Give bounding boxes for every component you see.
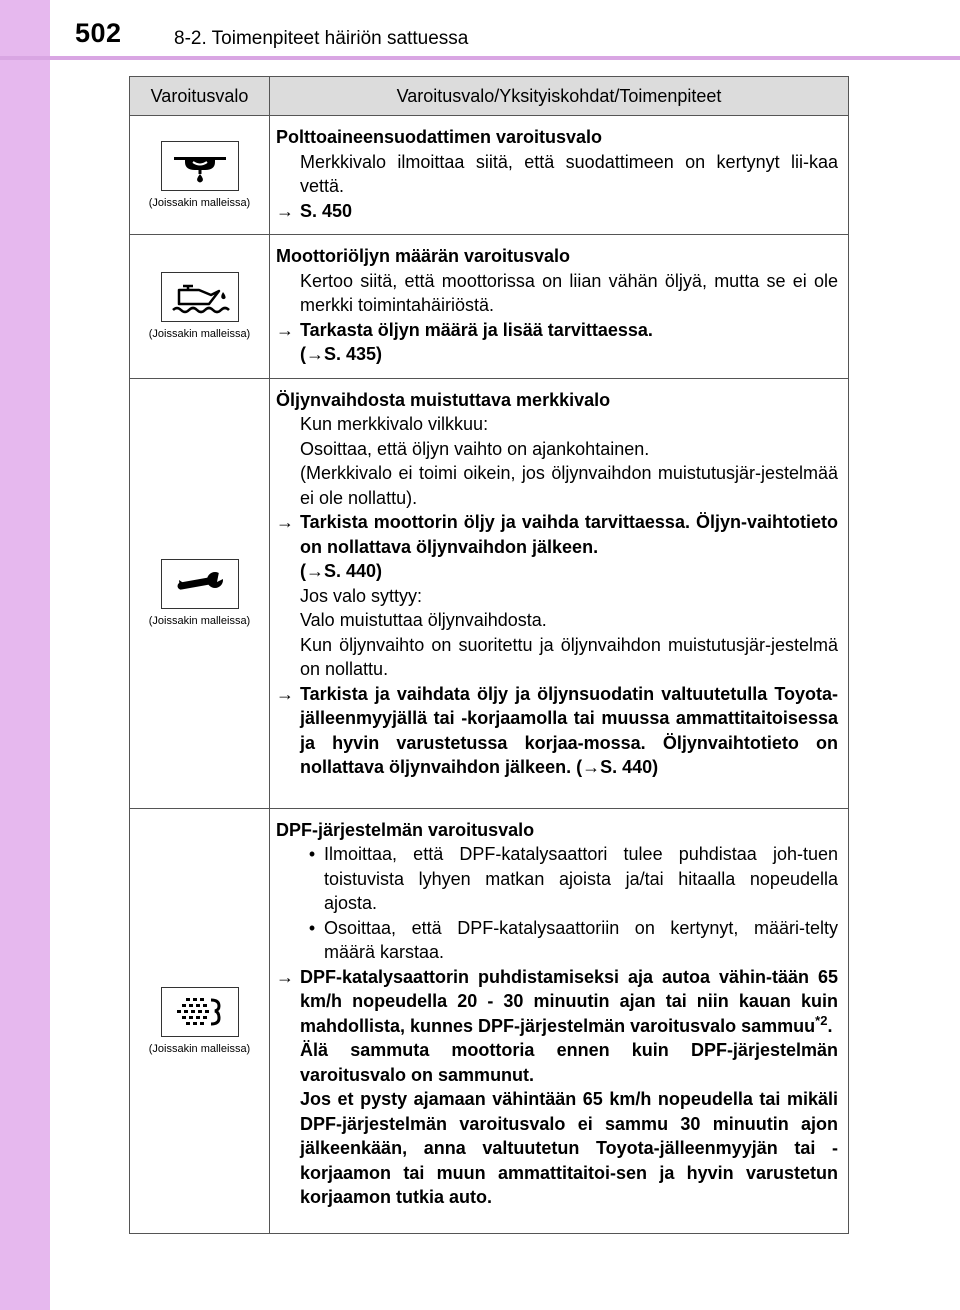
action-line xyxy=(276,199,838,224)
light-title: Moottoriöljyn määrän varoitusvalo xyxy=(276,246,571,266)
warning-paragraph: Jos et pysty ajamaan vähintään 65 km/h nopeudella tai mikäli DPF-järjestelmän varoitusvalo ei sammu 30 minuutin ajon jälkeenkään, anna valtuutetun Toyota-jälleenmyyjän tai -korjaamon tai muun ammattitaitoi-sen ja hyvin varustetun korjaamon tutkia auto. xyxy=(300,1089,838,1207)
icon-cell xyxy=(130,116,270,235)
column-header-warning-light: Varoitusvalo xyxy=(130,77,270,116)
bullet-item xyxy=(276,916,838,965)
bullet-item xyxy=(276,842,838,916)
bullet-text: Osoittaa, että DPF-katalysaattoriin on kertynyt, määri-telty määrä karstaa. xyxy=(324,917,838,962)
bullet-icon: • xyxy=(308,917,316,938)
body-text: Kun merkkivalo vilkkuu: xyxy=(300,414,489,434)
table-header-row xyxy=(130,77,849,116)
arrow-icon: → xyxy=(276,319,294,340)
action-text: S. 450 xyxy=(300,200,353,221)
table-row xyxy=(130,235,849,379)
oil-level-warning-icon xyxy=(161,272,239,322)
details-cell xyxy=(270,808,849,1233)
action-reference: (→S. 435) xyxy=(300,344,383,364)
light-description: Merkkivalo ilmoittaa siitä, että suodattimeen on kertynyt lii-kaa vettä. xyxy=(300,151,838,196)
action-main-text: DPF-katalysaattorin puhdistamiseksi aja autoa vähin-tään 65 km/h nopeudella 20 - 30 minuutin ajan tai niin kauan kuin mahdollista, kunnes DPF-järjestelmän varoitusvalo sammuu xyxy=(300,966,838,1036)
light-title: Öljynvaihdosta muistuttava merkkivalo xyxy=(276,389,611,410)
table-row xyxy=(130,116,849,235)
details-cell xyxy=(270,378,849,808)
action-period: . xyxy=(827,1015,833,1036)
body-text: Osoittaa, että öljyn vaihto on ajankohtainen. xyxy=(300,438,650,459)
body-text: Valo muistuttaa öljynvaihdosta. xyxy=(300,610,547,630)
action-reference: (→S. 440) xyxy=(300,561,383,581)
arrow-icon: → xyxy=(276,512,294,532)
action-text: Tarkasta öljyn määrä ja lisää tarvittaessa. xyxy=(300,319,653,340)
icon-cell xyxy=(130,235,270,379)
action-line xyxy=(276,318,838,343)
details-cell xyxy=(270,116,849,235)
arrow-icon: → xyxy=(276,683,294,704)
action-line xyxy=(276,965,838,1039)
column-header-details: Varoitusvalo/Yksityiskohdat/Toimenpiteet xyxy=(270,77,849,116)
arrow-icon: → xyxy=(276,966,294,987)
icon-note: (Joissakin malleissa) xyxy=(148,1042,251,1055)
details-cell xyxy=(270,235,849,379)
action-text: Tarkista ja vaihdata öljy ja öljynsuodatin valtuutetulla Toyota-jälleenmyyjällä tai -korjaamolla tai muussa ammattitaitoisessa ja hyvin varustetussa korjaa-mossa. Öljynvaihtotieto on nollattava öljynvaihdon jälkeen. (→S. 440) xyxy=(300,683,838,777)
action-line xyxy=(276,682,838,780)
action-text: Tarkista moottorin öljy ja vaihda tarvittaessa. Öljyn-vaihtotieto on nollattava öljynvaihdon jälkeen. xyxy=(300,512,838,557)
arrow-icon: → xyxy=(276,200,294,221)
page-number: 502 xyxy=(75,18,122,48)
bullet-icon: • xyxy=(308,844,316,864)
body-text: Kun öljynvaihto on suoritettu ja öljynvaihdon muistutusjär-jestelmä on nollattu. xyxy=(300,634,838,679)
action-text xyxy=(300,965,838,1039)
light-description: Kertoo siitä, että moottorissa on liian vähän öljyä, mutta se ei ole merkki toimintahäiriöstä. xyxy=(300,270,838,315)
light-title: DPF-järjestelmän varoitusvalo xyxy=(276,819,535,840)
icon-cell xyxy=(130,378,270,808)
warning-lights-table xyxy=(129,76,849,1234)
wrench-icon xyxy=(161,559,239,609)
icon-note: (Joissakin malleissa) xyxy=(148,197,251,209)
table-row xyxy=(130,808,849,1233)
section-title: 8-2. Toimenpiteet häiriön sattuessa xyxy=(174,28,469,49)
icon-note: (Joissakin malleissa) xyxy=(148,328,251,341)
fuel-filter-warning-icon xyxy=(161,141,239,191)
dpf-warning-icon xyxy=(161,987,239,1037)
header-rule xyxy=(0,56,960,60)
action-line xyxy=(276,510,838,559)
bullet-text: Ilmoittaa, että DPF-katalysaattori tulee puhdistaa joh-tuen toistuvista lyhyen matkan ajoista ja/tai hitaalla nopeudella ajosta. xyxy=(324,844,838,913)
body-text: (Merkkivalo ei toimi oikein, jos öljynvaihdon muistutusjär-jestelmää ei ole nollattu). xyxy=(300,463,838,508)
icon-cell xyxy=(130,808,270,1233)
table-row xyxy=(130,378,849,808)
side-tab-bar xyxy=(0,0,50,1310)
icon-note: (Joissakin malleissa) xyxy=(148,615,251,627)
warning-paragraph: Älä sammuta moottoria ennen kuin DPF-järjestelmän varoitusvalo on sammunut. xyxy=(300,1040,838,1085)
light-title: Polttoaineensuodattimen varoitusvalo xyxy=(276,127,603,147)
footnote-mark: *2 xyxy=(815,1012,828,1028)
body-text: Jos valo syttyy: xyxy=(300,585,423,606)
